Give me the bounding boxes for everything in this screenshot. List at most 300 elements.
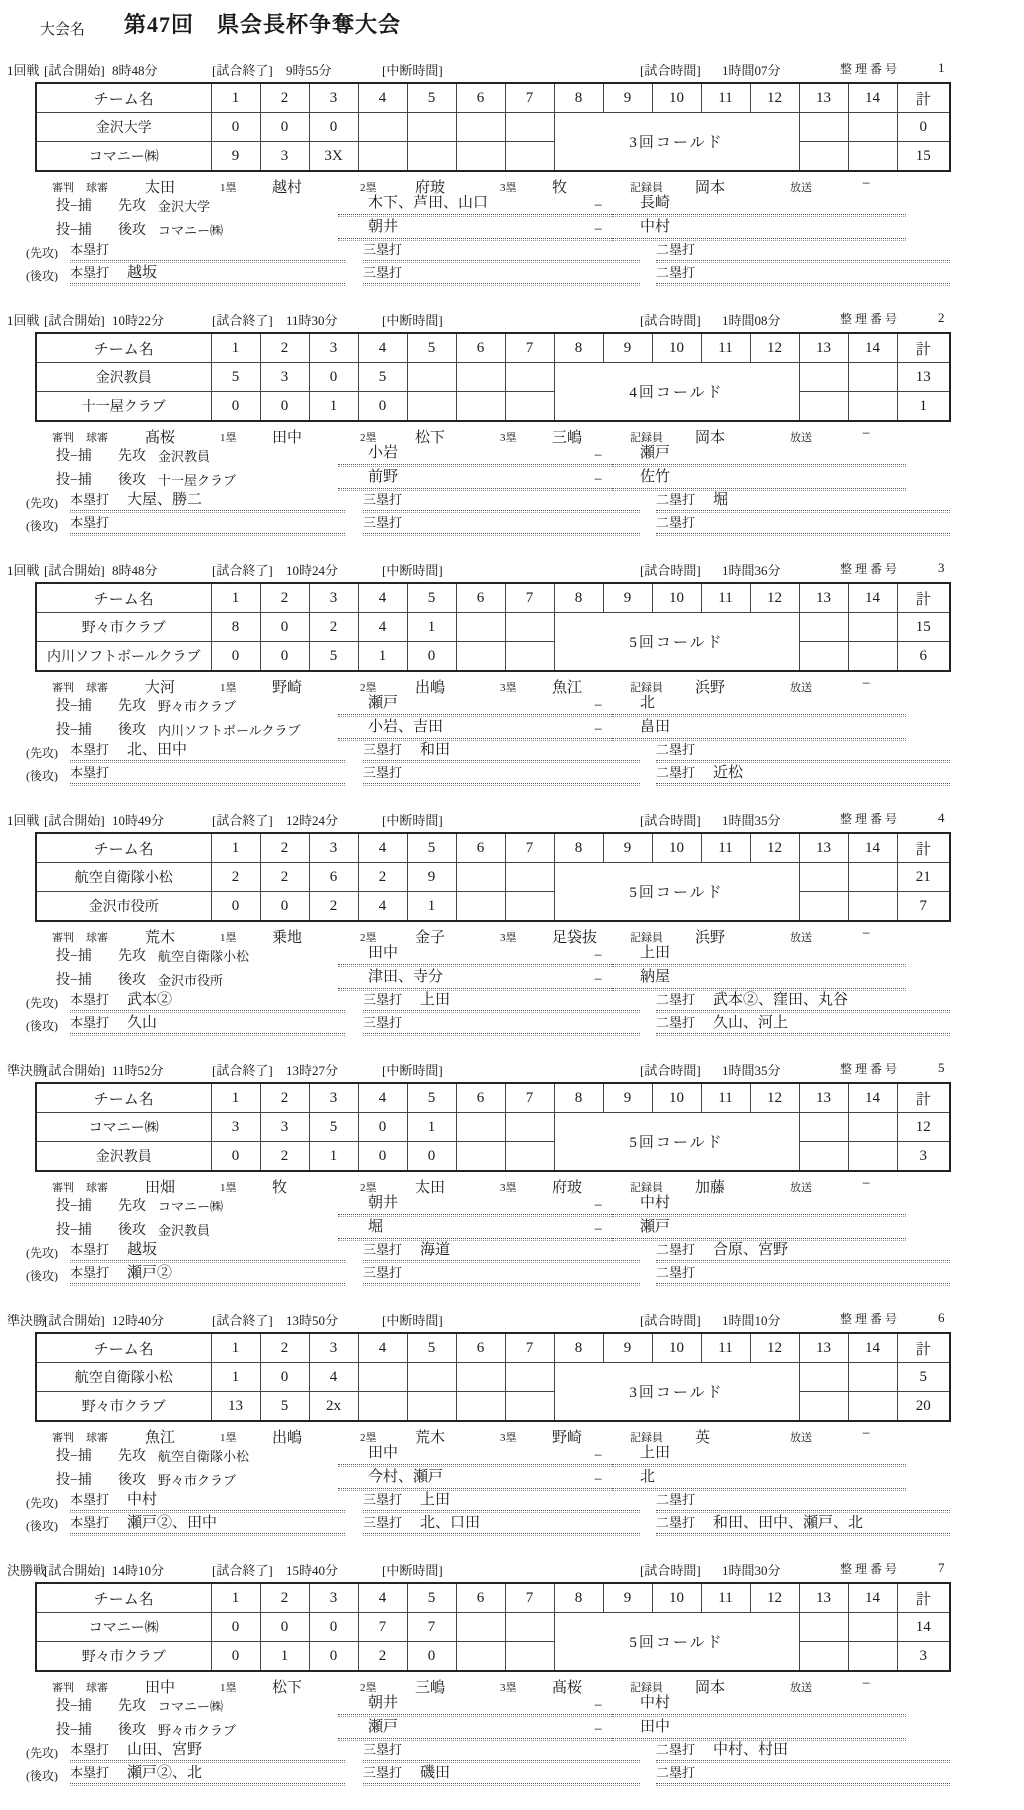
double-field	[656, 1239, 950, 1261]
second-base-label: 2塁	[360, 932, 377, 944]
inning-col-header: 4	[358, 83, 407, 113]
battery-side-label: 先攻	[118, 199, 146, 214]
score-header-row	[36, 1333, 950, 1363]
homerun-label: 本塁打	[70, 515, 110, 530]
inning-col-header: 2	[260, 1583, 309, 1613]
total-score: 3	[897, 1642, 950, 1672]
triple-label: 三塁打	[363, 492, 403, 507]
inning-col-header: 1	[211, 333, 260, 363]
inning-score: 0	[309, 1613, 358, 1642]
broadcast-value: −	[862, 926, 871, 942]
catcher-field: 中村	[612, 1693, 906, 1715]
inning-col-header: 1	[211, 1083, 260, 1113]
score-header-row	[36, 83, 950, 113]
inning-score: 0	[358, 1142, 407, 1172]
umpire-line	[0, 924, 1024, 946]
inning-score	[456, 392, 505, 422]
catcher-field: 中村	[612, 217, 906, 239]
inning-col-header: 12	[750, 1333, 799, 1363]
battery-line-second	[0, 468, 1024, 490]
first-base-umpire-name: 田中	[272, 430, 303, 446]
inning-col-header: 2	[260, 833, 309, 863]
triple-field	[363, 512, 640, 534]
inning-score: 1	[407, 1113, 456, 1142]
inning-score: 3	[260, 363, 309, 392]
hits-line-first	[0, 1742, 1024, 1763]
triple-value: 上田	[420, 1492, 451, 1508]
end-time-value: 13時27分	[286, 1063, 339, 1078]
team-name: 金沢大学	[36, 113, 211, 142]
plate-umpire-name: 荒木	[145, 930, 176, 946]
hits-line-second	[0, 765, 1024, 786]
homerun-value: 中村	[127, 1492, 158, 1508]
inning-col-header: 8	[554, 333, 603, 363]
inning-score: 4	[358, 613, 407, 642]
triple-field	[363, 739, 640, 761]
game-block	[0, 60, 1024, 310]
double-field	[656, 262, 950, 284]
first-base-label: 1塁	[220, 1432, 237, 1444]
first-base-umpire-name: 越村	[272, 180, 303, 196]
inning-score	[456, 363, 505, 392]
triple-value: 和田	[420, 742, 451, 758]
pitchers-field: 瀬戸	[338, 1717, 620, 1739]
pitchers-field: 今村、瀬戸	[338, 1467, 620, 1489]
inning-score: 9	[407, 863, 456, 892]
start-time-value: 11時52分	[112, 1063, 164, 1078]
inning-score: 2	[309, 613, 358, 642]
double-value: 久山、河上	[713, 1015, 789, 1031]
battery-dash: −	[594, 722, 603, 738]
game-block	[0, 1560, 1024, 1810]
double-label: 二塁打	[656, 492, 696, 507]
inning-score: 0	[260, 613, 309, 642]
inning-col-header: 13	[799, 833, 848, 863]
end-time-value: 11時30分	[286, 313, 338, 328]
team-name: コマニー㈱	[36, 142, 211, 172]
serial-number-label: 整理番号	[840, 1562, 901, 1576]
third-base-label: 3塁	[500, 432, 517, 444]
battery-team-name: 金沢大学	[158, 199, 211, 214]
battery-team-name: コマニー㈱	[158, 1699, 224, 1714]
homerun-value: 瀬戸②、田中	[127, 1515, 218, 1531]
second-base-umpire-name: 出嶋	[415, 680, 446, 696]
second-base-umpire-name: 太田	[415, 1180, 446, 1196]
inning-score	[407, 1392, 456, 1422]
tournament-name: 第47回 県会長杯争奪大会	[124, 12, 402, 37]
inning-col-header: 5	[407, 333, 456, 363]
total-score: 1	[897, 392, 950, 422]
battery-team-name: 十一屋クラブ	[158, 473, 237, 488]
hits-line-second	[0, 1015, 1024, 1036]
inning-score	[505, 1113, 554, 1142]
double-label: 二塁打	[656, 1265, 696, 1280]
start-time-label: [試合開始]	[44, 1313, 105, 1328]
inning-col-header: 14	[848, 1583, 897, 1613]
total-score: 20	[897, 1392, 950, 1422]
total-score: 13	[897, 363, 950, 392]
homerun-field	[70, 1762, 345, 1784]
inning-score: 1	[407, 892, 456, 922]
end-time-label: [試合終了]	[212, 1063, 273, 1078]
scorer-label: 記録員	[630, 1432, 663, 1444]
game-time-value: 1時間35分	[722, 813, 781, 828]
scorer-name: 岡本	[695, 180, 726, 196]
inning-score-empty	[799, 1642, 848, 1672]
plate-umpire-label: 球審	[86, 932, 108, 944]
inning-col-header: 6	[456, 333, 505, 363]
inning-col-header: 11	[701, 1083, 750, 1113]
battery-label: 投−捕	[56, 223, 92, 238]
inning-col-header: 13	[799, 333, 848, 363]
team-col-header: チーム名	[36, 333, 211, 363]
inning-score: 0	[260, 392, 309, 422]
score-table	[35, 1082, 951, 1172]
inning-col-header: 2	[260, 1333, 309, 1363]
inning-score: 7	[407, 1613, 456, 1642]
hits-line-second	[0, 1515, 1024, 1536]
team-row-first	[36, 863, 950, 892]
inning-score	[358, 1392, 407, 1422]
homerun-field	[70, 262, 345, 284]
scorer-label: 記録員	[630, 932, 663, 944]
battery-side-label: 後攻	[118, 1223, 146, 1238]
serial-number-value: 2	[938, 310, 945, 325]
inning-col-header: 8	[554, 1333, 603, 1363]
inning-score-empty	[799, 613, 848, 642]
inning-col-header: 2	[260, 83, 309, 113]
inning-col-header: 3	[309, 333, 358, 363]
triple-value: 海道	[420, 1242, 451, 1258]
inning-score: 3	[211, 1113, 260, 1142]
homerun-label: 本塁打	[70, 242, 110, 257]
inning-col-header: 2	[260, 1083, 309, 1113]
inning-col-header: 11	[701, 333, 750, 363]
hits-line-first	[0, 1492, 1024, 1513]
game-time-label: [試合時間]	[640, 63, 701, 78]
inning-col-header: 7	[505, 83, 554, 113]
inning-col-header: 4	[358, 583, 407, 613]
battery-side-label: 後攻	[118, 723, 146, 738]
inning-col-header: 4	[358, 333, 407, 363]
inning-col-header: 7	[505, 833, 554, 863]
hits-side-label: (先攻)	[26, 996, 58, 1010]
third-base-umpire-name: 野崎	[552, 1430, 583, 1446]
plate-umpire-name: 髙桜	[145, 430, 176, 446]
inning-score-empty	[848, 142, 897, 172]
third-base-label: 3塁	[500, 1432, 517, 1444]
triple-label: 三塁打	[363, 1015, 403, 1030]
homerun-value: 越坂	[127, 265, 158, 281]
pitchers-field: 朝井	[338, 1693, 620, 1715]
inning-col-header: 13	[799, 1083, 848, 1113]
inning-col-header: 1	[211, 83, 260, 113]
inning-score	[505, 1613, 554, 1642]
battery-line-first	[0, 194, 1024, 216]
inning-score	[456, 613, 505, 642]
second-base-umpire-name: 府玻	[415, 180, 446, 196]
homerun-label: 本塁打	[70, 492, 110, 507]
homerun-label: 本塁打	[70, 1265, 110, 1280]
broadcast-label: 放送	[790, 1432, 812, 1444]
battery-label: 投−捕	[56, 473, 92, 488]
inning-score: 6	[309, 863, 358, 892]
first-base-umpire-name: 野崎	[272, 680, 303, 696]
inning-score: 2	[358, 1642, 407, 1672]
inning-col-header: 8	[554, 83, 603, 113]
end-time-value: 15時40分	[286, 1563, 339, 1578]
inning-col-header: 12	[750, 583, 799, 613]
hits-side-label: (先攻)	[26, 1746, 58, 1760]
homerun-label: 本塁打	[70, 765, 110, 780]
homerun-label: 本塁打	[70, 1765, 110, 1780]
team-name: 金沢教員	[36, 363, 211, 392]
inning-score	[456, 113, 505, 142]
inning-col-header: 6	[456, 1083, 505, 1113]
homerun-field	[70, 1739, 345, 1761]
inning-col-header: 1	[211, 833, 260, 863]
homerun-field	[70, 512, 345, 534]
second-base-label: 2塁	[360, 1682, 377, 1694]
total-col-header: 計	[897, 333, 950, 363]
homerun-value: 越坂	[127, 1242, 158, 1258]
total-score: 6	[897, 642, 950, 672]
triple-label: 三塁打	[363, 265, 403, 280]
battery-dash: −	[594, 948, 603, 964]
first-base-label: 1塁	[220, 1682, 237, 1694]
triple-field	[363, 1239, 640, 1261]
battery-side-label: 先攻	[118, 1199, 146, 1214]
battery-team-name: 航空自衛隊小松	[158, 1449, 250, 1464]
umpire-label: 審判	[52, 1182, 74, 1194]
game-time-value: 1時間36分	[722, 563, 781, 578]
start-time-value: 10時22分	[112, 313, 165, 328]
inning-col-header: 12	[750, 833, 799, 863]
total-col-header: 計	[897, 1333, 950, 1363]
interrupt-time-label: [中断時間]	[382, 313, 443, 328]
team-row-second	[36, 1392, 950, 1422]
serial-number-value: 3	[938, 560, 945, 575]
end-time-label: [試合終了]	[212, 313, 273, 328]
inning-score-empty	[848, 1113, 897, 1142]
team-row-first	[36, 1113, 950, 1142]
triple-value: 上田	[420, 992, 451, 1008]
second-base-label: 2塁	[360, 432, 377, 444]
broadcast-value: −	[862, 176, 871, 192]
battery-side-label: 後攻	[118, 223, 146, 238]
inning-score	[456, 1113, 505, 1142]
broadcast-value: −	[862, 426, 871, 442]
third-base-umpire-name: 足袋抜	[552, 930, 598, 946]
triple-field	[363, 762, 640, 784]
inning-score	[505, 642, 554, 672]
end-time-value: 10時24分	[286, 563, 339, 578]
total-col-header: 計	[897, 1583, 950, 1613]
battery-side-label: 後攻	[118, 973, 146, 988]
inning-score-empty	[848, 642, 897, 672]
inning-score	[456, 1142, 505, 1172]
first-base-label: 1塁	[220, 682, 237, 694]
hits-side-label: (後攻)	[26, 519, 58, 533]
third-base-label: 3塁	[500, 1182, 517, 1194]
team-name: 金沢市役所	[36, 892, 211, 922]
called-game-cell: 4回コールド	[554, 363, 799, 422]
inning-col-header: 8	[554, 833, 603, 863]
inning-score: 0	[309, 113, 358, 142]
start-time-label: [試合開始]	[44, 1063, 105, 1078]
double-value: 武本②、窪田、丸谷	[713, 992, 849, 1008]
round-label: 1回戦	[7, 563, 40, 578]
triple-field	[363, 989, 640, 1011]
serial-number-label: 整理番号	[840, 62, 901, 76]
inning-score	[505, 1142, 554, 1172]
scorer-label: 記録員	[630, 682, 663, 694]
score-table	[35, 582, 951, 672]
serial-number-value: 4	[938, 810, 945, 825]
umpire-label: 審判	[52, 432, 74, 444]
inning-score-empty	[799, 863, 848, 892]
inning-score: 0	[211, 1642, 260, 1672]
umpire-line	[0, 424, 1024, 446]
team-col-header: チーム名	[36, 833, 211, 863]
inning-score-empty	[799, 142, 848, 172]
triple-field	[363, 1262, 640, 1284]
scorer-name: 岡本	[695, 1680, 726, 1696]
inning-score-empty	[848, 1613, 897, 1642]
inning-score: 0	[211, 113, 260, 142]
inning-col-header: 2	[260, 583, 309, 613]
total-col-header: 計	[897, 83, 950, 113]
team-row-second	[36, 142, 950, 172]
inning-score: 2	[260, 1142, 309, 1172]
inning-score: 4	[309, 1363, 358, 1392]
inning-col-header: 4	[358, 1333, 407, 1363]
catcher-field: 畠田	[612, 717, 906, 739]
inning-col-header: 14	[848, 833, 897, 863]
hits-side-label: (後攻)	[26, 769, 58, 783]
start-time-label: [試合開始]	[44, 313, 105, 328]
inning-score: 9	[211, 142, 260, 172]
inning-col-header: 9	[603, 1083, 652, 1113]
scorer-name: 岡本	[695, 430, 726, 446]
serial-number-value: 5	[938, 1060, 945, 1075]
team-col-header: チーム名	[36, 1583, 211, 1613]
inning-col-header: 10	[652, 833, 701, 863]
inning-score: 0	[260, 642, 309, 672]
battery-team-name: 航空自衛隊小松	[158, 949, 250, 964]
inning-score: 5	[260, 1392, 309, 1422]
inning-score-empty	[799, 363, 848, 392]
pitchers-field: 田中	[338, 1443, 620, 1465]
inning-score: 0	[260, 1613, 309, 1642]
inning-col-header: 9	[603, 83, 652, 113]
total-score: 12	[897, 1113, 950, 1142]
third-base-umpire-name: 府玻	[552, 1180, 583, 1196]
homerun-value: 大屋、勝二	[127, 492, 203, 508]
double-label: 二塁打	[656, 1015, 696, 1030]
team-row-first	[36, 1613, 950, 1642]
battery-line-second	[0, 718, 1024, 740]
triple-label: 三塁打	[363, 1742, 403, 1757]
inning-col-header: 14	[848, 1083, 897, 1113]
inning-col-header: 7	[505, 1083, 554, 1113]
inning-col-header: 14	[848, 583, 897, 613]
triple-label: 三塁打	[363, 765, 403, 780]
inning-score	[505, 892, 554, 922]
umpire-label: 審判	[52, 932, 74, 944]
broadcast-label: 放送	[790, 1182, 812, 1194]
second-base-label: 2塁	[360, 1182, 377, 1194]
battery-side-label: 後攻	[118, 1723, 146, 1738]
broadcast-value: −	[862, 676, 871, 692]
second-base-label: 2塁	[360, 682, 377, 694]
homerun-value: 山田、宮野	[127, 1742, 203, 1758]
team-row-second	[36, 392, 950, 422]
team-name: コマニー㈱	[36, 1113, 211, 1142]
battery-label: 投−捕	[56, 699, 92, 714]
inning-score: 1	[309, 1142, 358, 1172]
round-label: 1回戦	[7, 313, 40, 328]
game-time-value: 1時間10分	[722, 1313, 781, 1328]
first-base-umpire-name: 松下	[272, 1680, 303, 1696]
battery-team-name: コマニー㈱	[158, 1199, 224, 1214]
double-label: 二塁打	[656, 515, 696, 530]
inning-score	[456, 142, 505, 172]
battery-label: 投−捕	[56, 1699, 92, 1714]
battery-line-second	[0, 218, 1024, 240]
team-name: 野々市クラブ	[36, 1392, 211, 1422]
catcher-field: 佐竹	[612, 467, 906, 489]
homerun-label: 本塁打	[70, 1242, 110, 1257]
team-row-first	[36, 613, 950, 642]
score-header-row	[36, 1583, 950, 1613]
inning-score: 1	[211, 1363, 260, 1392]
serial-number-label: 整理番号	[840, 312, 901, 326]
inning-col-header: 12	[750, 1583, 799, 1613]
inning-score-empty	[799, 1392, 848, 1422]
serial-number-label: 整理番号	[840, 812, 901, 826]
total-score: 7	[897, 892, 950, 922]
plate-umpire-name: 大河	[145, 680, 176, 696]
team-row-second	[36, 642, 950, 672]
inning-score: 0	[407, 1642, 456, 1672]
team-col-header: チーム名	[36, 1333, 211, 1363]
double-label: 二塁打	[656, 765, 696, 780]
inning-col-header: 14	[848, 83, 897, 113]
inning-score: 13	[211, 1392, 260, 1422]
inning-score-empty	[799, 1613, 848, 1642]
inning-score-empty	[848, 1642, 897, 1672]
homerun-label: 本塁打	[70, 1015, 110, 1030]
scorer-label: 記録員	[630, 182, 663, 194]
inning-col-header: 5	[407, 83, 456, 113]
inning-score: 0	[309, 363, 358, 392]
inning-score: 2	[358, 863, 407, 892]
homerun-field	[70, 989, 345, 1011]
hits-line-second	[0, 265, 1024, 286]
score-header-row	[36, 1083, 950, 1113]
catcher-field: 納屋	[612, 967, 906, 989]
battery-line-first	[0, 1444, 1024, 1466]
double-label: 二塁打	[656, 1742, 696, 1757]
inning-col-header: 5	[407, 833, 456, 863]
score-table	[35, 332, 951, 422]
battery-side-label: 先攻	[118, 1449, 146, 1464]
battery-side-label: 先攻	[118, 449, 146, 464]
inning-score: 3	[260, 142, 309, 172]
battery-label: 投−捕	[56, 1449, 92, 1464]
battery-dash: −	[594, 1472, 603, 1488]
